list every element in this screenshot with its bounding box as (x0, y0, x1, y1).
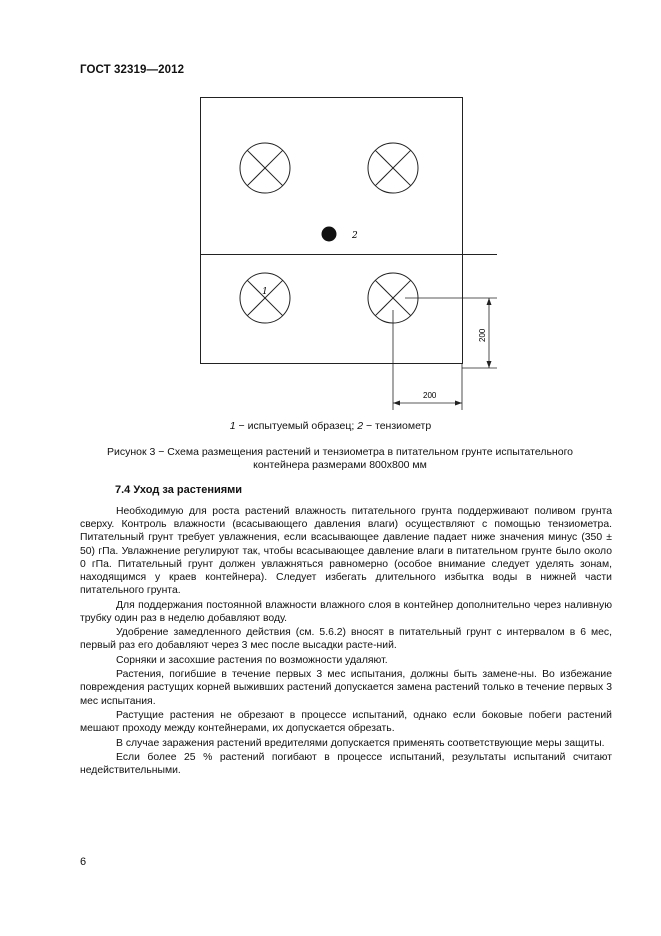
legend-text-2: − тензиометр (363, 420, 432, 432)
tensiometer-symbol (322, 227, 337, 242)
document-header: ГОСТ 32319—2012 (80, 64, 185, 76)
dimension-vertical-value: 200 (478, 328, 487, 342)
plant-symbol-top-left (240, 143, 290, 193)
paragraph: Для поддержания постоянной влажности влажного слоя в контейнер дополнительно через наливную трубку один раз в неделю добавляют воду. (80, 599, 612, 624)
legend-text-1: − испытуемый образец; (235, 420, 358, 432)
legend-number-2: 2 (357, 420, 364, 432)
section-body (80, 505, 612, 779)
section-heading: 7.4 Уход за растениями (115, 484, 243, 496)
dimension-horizontal-value: 200 (423, 391, 437, 400)
plant-symbol-bottom-left (240, 273, 290, 323)
paragraph: В случае заражения растений вредителями допускается применять соответствующие меры защиты. (116, 737, 605, 749)
paragraph: Сорняки и засохшие растения по возможности удаляют. (116, 654, 388, 666)
paragraph: Растения, погибшие в течение первых 3 мес испытания, должны быть замене-ны. Во избежание повреждения растущих корней выживших растений допускается замена растений только в течение первых 3 мес испытания. (80, 669, 612, 707)
planting-scheme-diagram (0, 0, 661, 420)
label-1: 1 (262, 287, 268, 297)
figure-3 (0, 0, 661, 420)
page-number: 6 (80, 856, 87, 868)
paragraph: Необходимую для роста растений влажность питательного грунта поддерживают поливом грунта сверху. Контроль влажности (всасывающего давления влаги) осуществляют с помощью тензиометра. Питательный грунт требует увлажнения, если всасывающее давление падает ниже значения минус (350 ± 50) гПа. Увлажнение регулируют так, чтобы всасывающее давление влаги в питательном грунте было около 0 гПа. Питательный грунт должен увлажняться равномерно (особое внимание следует уделять зонам, находящимся у краев контейнера). Следует избегать длительного избытка воды в нижней части питательного грунта. (80, 506, 612, 597)
paragraph: Растущие растения не обрезают в процессе испытаний, однако если боковые побеги растений мешают проходу между контейнерами, их допускается обрезать. (80, 709, 612, 735)
label-2: 2 (352, 231, 358, 241)
paragraph: Удобрение замедленного действия (см. 5.6.2) вносят в питательный грунт с интервалом в 6 мес, первый раз его добавляют через 3 мес после высадки расте-ний. (80, 627, 612, 652)
paragraph: Если более 25 % растений погибают в процессе испытаний, результаты испытаний считают недействительными. (80, 751, 612, 777)
figure-legend (0, 420, 661, 432)
plant-symbol-top-right (368, 143, 418, 193)
figure-title: Рисунок 3 − Схема размещения растений и тензиометра в питательном грунте испытательного контейнера размерами 800х800 мм (106, 446, 574, 471)
legend-number-1: 1 (229, 420, 236, 432)
